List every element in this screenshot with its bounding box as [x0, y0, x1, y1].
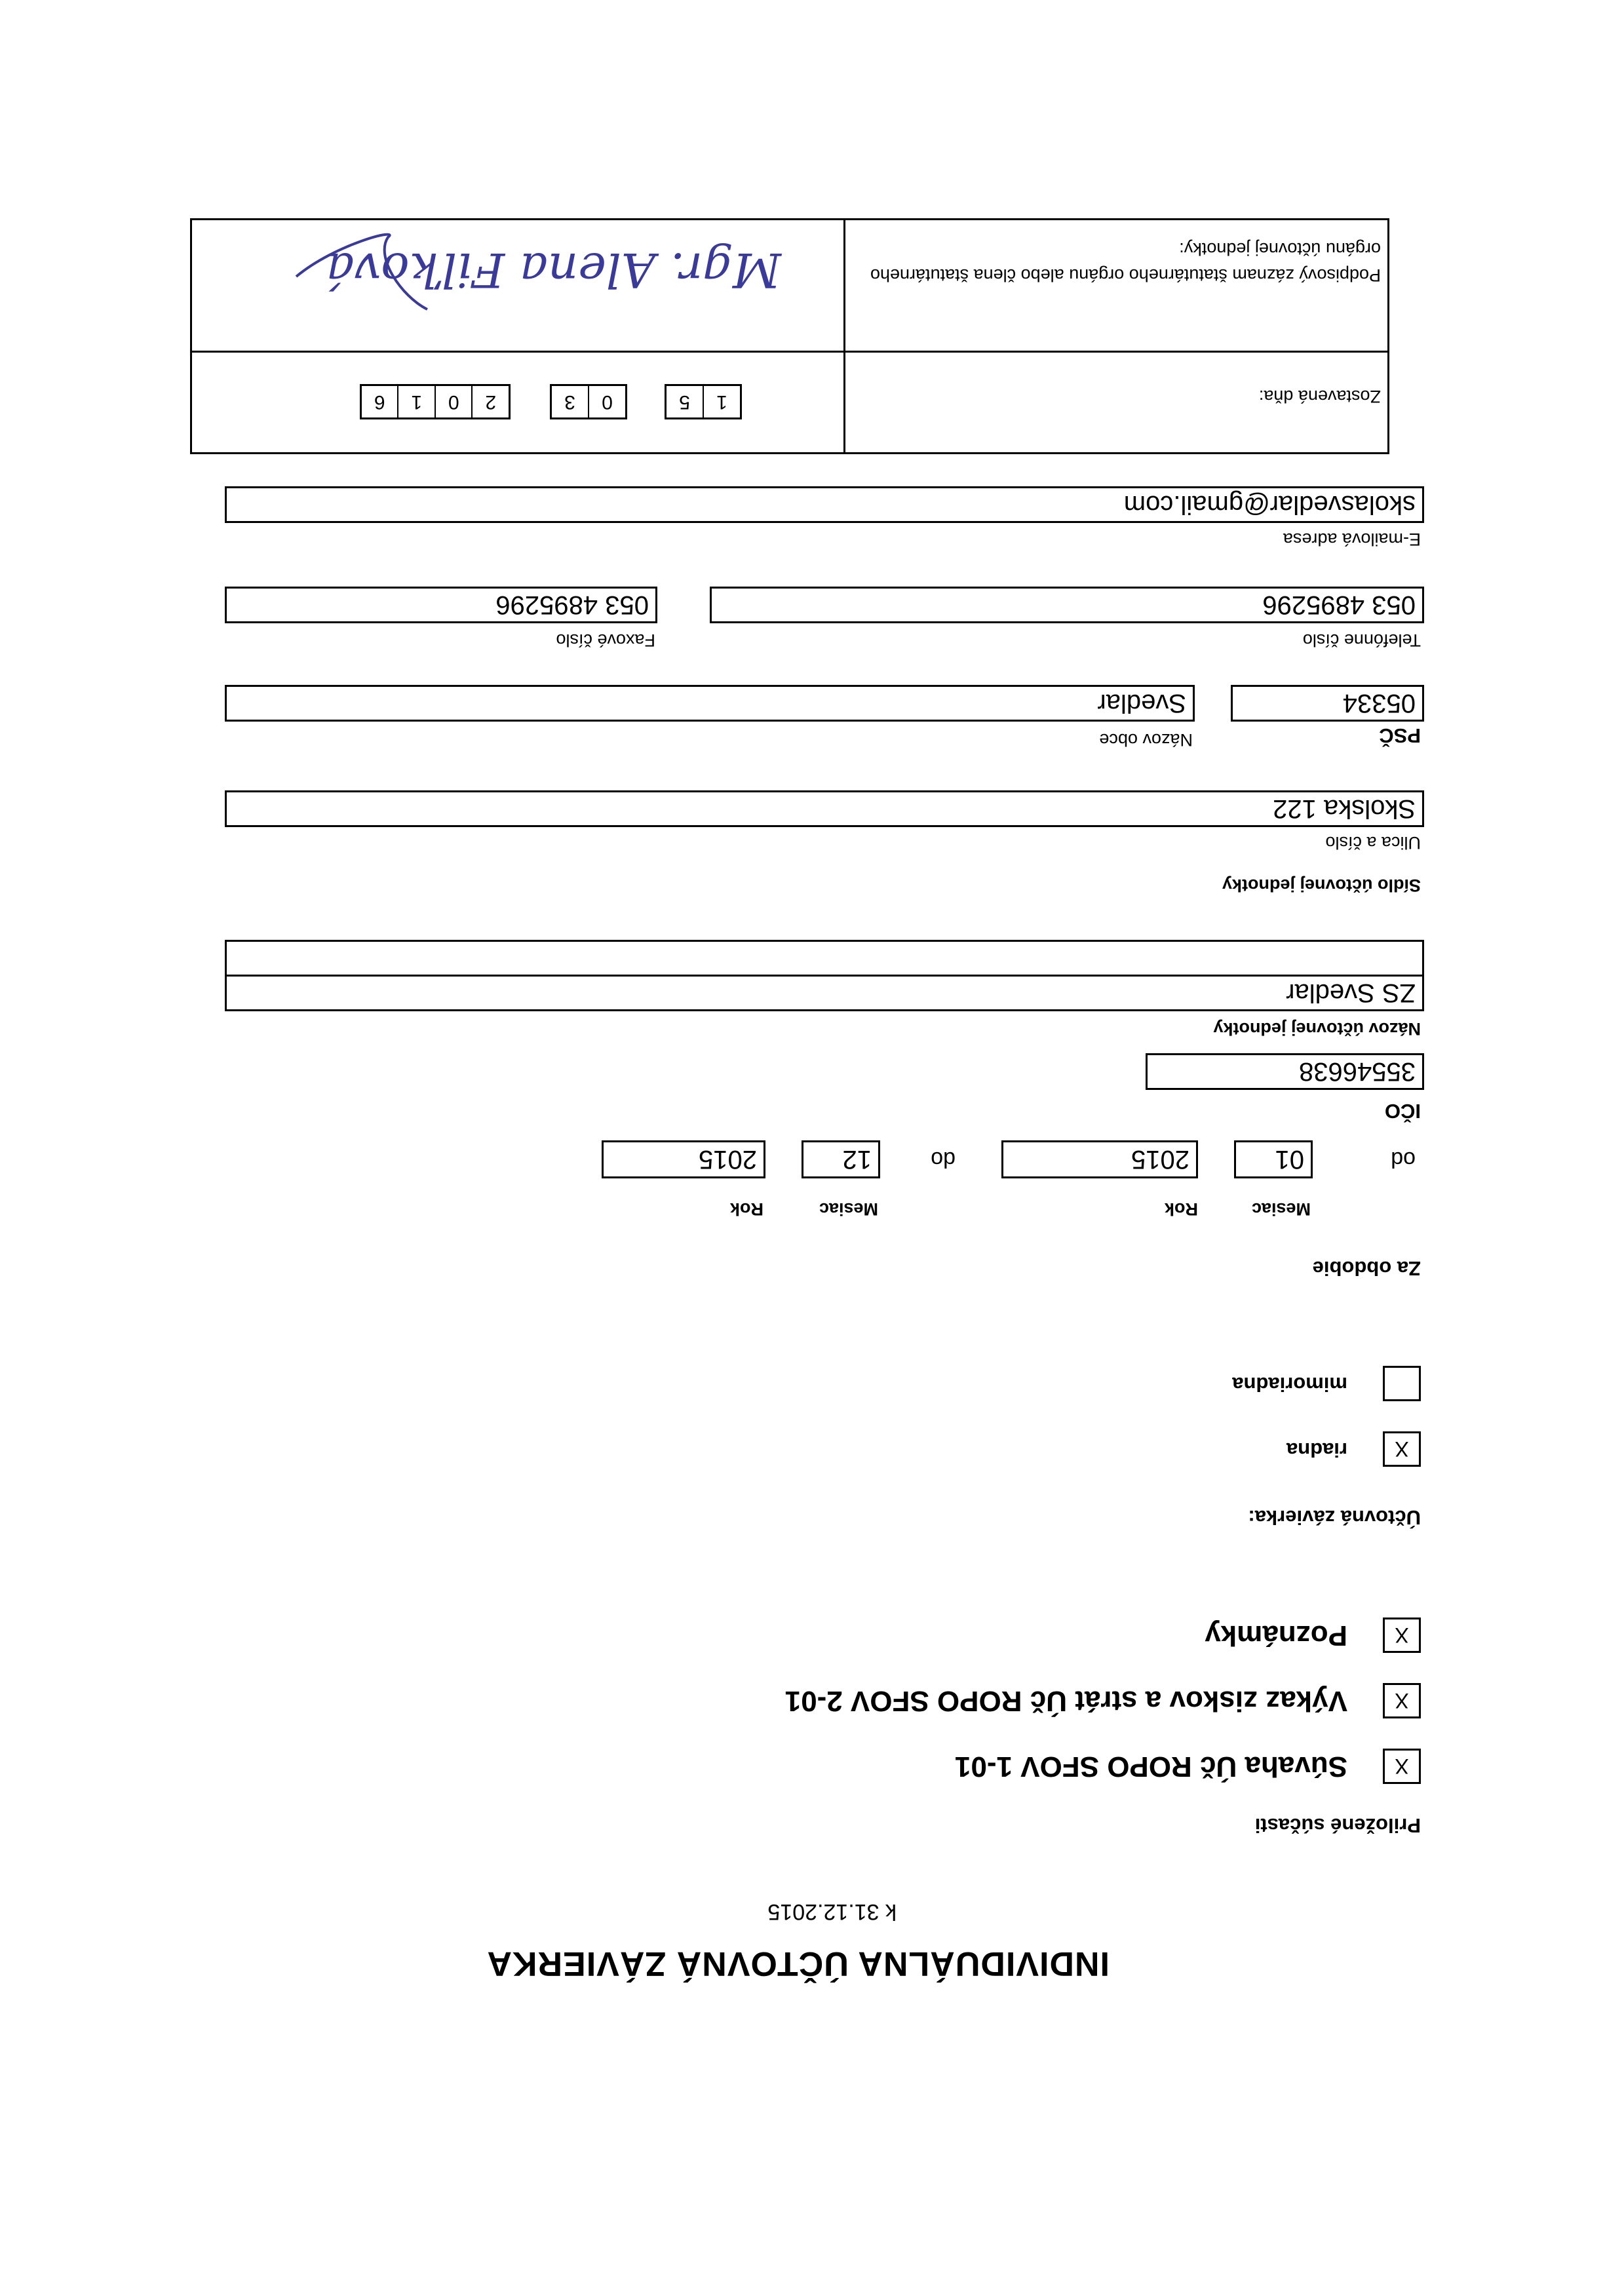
phone-value: 053 4895296: [1262, 591, 1416, 619]
phone-field[interactable]: [710, 587, 1424, 623]
compiled-digit-2: 5: [667, 386, 704, 417]
email-label: E-mailová adresa: [1283, 530, 1421, 549]
compiled-digit-7: 1: [399, 386, 436, 417]
attachment-label-balance: Súvaha Úč ROPO SFOV 1-01: [954, 1751, 1347, 1783]
street-value: Skolska 122: [1273, 794, 1416, 823]
fax-field[interactable]: [225, 587, 657, 623]
fax-value: 053 4895296: [495, 591, 649, 619]
attachment-checkbox-profit-loss[interactable]: X: [1383, 1683, 1421, 1718]
psc-label: PSČ: [1379, 724, 1421, 747]
psc-field[interactable]: [1231, 685, 1424, 722]
psc-value: 05334: [1342, 689, 1416, 718]
period-to-year-label: Rok: [729, 1199, 764, 1219]
period-heading: Za obdobie: [1312, 1257, 1421, 1280]
attachment-label-notes: Poznámky: [1205, 1619, 1347, 1652]
attachment-label-profit-loss: Výkaz ziskov a strát Úč ROPO SFOV 2-01: [784, 1685, 1347, 1717]
closing-checkbox-extraordinary[interactable]: [1383, 1366, 1421, 1401]
period-to-label: do: [931, 1147, 956, 1172]
handwritten-signature: [283, 224, 794, 336]
ico-field[interactable]: [1146, 1053, 1424, 1090]
period-from-month-label: Mesiac: [1251, 1199, 1311, 1219]
closing-checkbox-regular[interactable]: X: [1383, 1431, 1421, 1467]
closing-label-extraordinary: mimoriadna: [1232, 1373, 1347, 1396]
signature-table-horizontal-divider: [192, 351, 1387, 353]
signature-text: Mgr. Alena Fiľková: [326, 242, 781, 298]
compiled-digit-1: 1: [716, 391, 727, 413]
entity-name-label: Názov účtovnej jednotky: [1213, 1019, 1421, 1039]
entity-name-value: ZS Svedlar: [1286, 978, 1416, 1007]
document-title: INDIVIDUÁLNA ÚČTOVNÁ ZÁVIERKA: [486, 1945, 1110, 1983]
closing-heading: Účtovná závierka:: [1248, 1506, 1421, 1529]
seat-heading: Sídlo účtovnej jednotky: [1222, 876, 1421, 895]
signature-label-line1: Podpisový záznam štatutárneho orgánu alebo člena štatutárneho: [870, 265, 1381, 285]
period-from-year-label: Rok: [1164, 1199, 1198, 1219]
ico-label: IČO: [1384, 1100, 1421, 1123]
period-to-year-field[interactable]: [602, 1140, 765, 1178]
fax-label: Faxové číslo: [556, 630, 655, 650]
period-to-month-label: Mesiac: [819, 1199, 878, 1219]
attachments-heading: Priložené súčasti: [1254, 1814, 1421, 1837]
compiled-month-field[interactable]: [550, 384, 627, 419]
ico-value: 35546638: [1299, 1057, 1416, 1086]
compiled-digit-4: 3: [552, 386, 589, 417]
period-to-month-field[interactable]: [802, 1140, 880, 1178]
compiled-day-field[interactable]: [665, 384, 742, 419]
attachment-checkbox-notes[interactable]: X: [1383, 1618, 1421, 1653]
period-to-year-value: 2015: [699, 1145, 757, 1174]
signature-table-vertical-divider: [843, 220, 845, 452]
compiled-digit-6: 0: [436, 386, 473, 417]
city-label: Názov obce: [1099, 730, 1193, 750]
date-line: k 31.12.2015: [767, 1899, 897, 1924]
phone-label: Telefónne číslo: [1302, 630, 1421, 650]
email-value: skolasvedlar@gmail.com: [1123, 490, 1416, 519]
city-field[interactable]: [225, 685, 1195, 722]
entity-name-field-line2[interactable]: [225, 940, 1424, 977]
street-label: Ulica a číslo: [1325, 833, 1421, 853]
street-field[interactable]: [225, 790, 1424, 827]
compiled-label: Zostavená dňa:: [1258, 387, 1381, 406]
entity-name-field-line1[interactable]: [225, 975, 1424, 1011]
period-from-year-field[interactable]: [1001, 1140, 1198, 1178]
period-from-label: od: [1391, 1147, 1416, 1172]
email-field[interactable]: [225, 486, 1424, 523]
period-from-month-value: 01: [1275, 1145, 1304, 1174]
signature-table: [190, 218, 1389, 454]
compiled-year-field[interactable]: [360, 384, 511, 419]
attachment-checkbox-balance[interactable]: X: [1383, 1749, 1421, 1784]
period-to-month-value: 12: [842, 1145, 872, 1174]
closing-label-regular: riadna: [1286, 1439, 1347, 1462]
compiled-digit-8: 6: [362, 386, 399, 417]
compiled-digit-3: 0: [602, 391, 613, 413]
period-from-month-field[interactable]: [1234, 1140, 1313, 1178]
period-from-year-value: 2015: [1131, 1145, 1189, 1174]
compiled-digit-5: 2: [485, 391, 497, 413]
signature-label-line2: orgánu účtovnej jednotky:: [1179, 239, 1381, 259]
city-value: Svedlar: [1097, 689, 1186, 718]
